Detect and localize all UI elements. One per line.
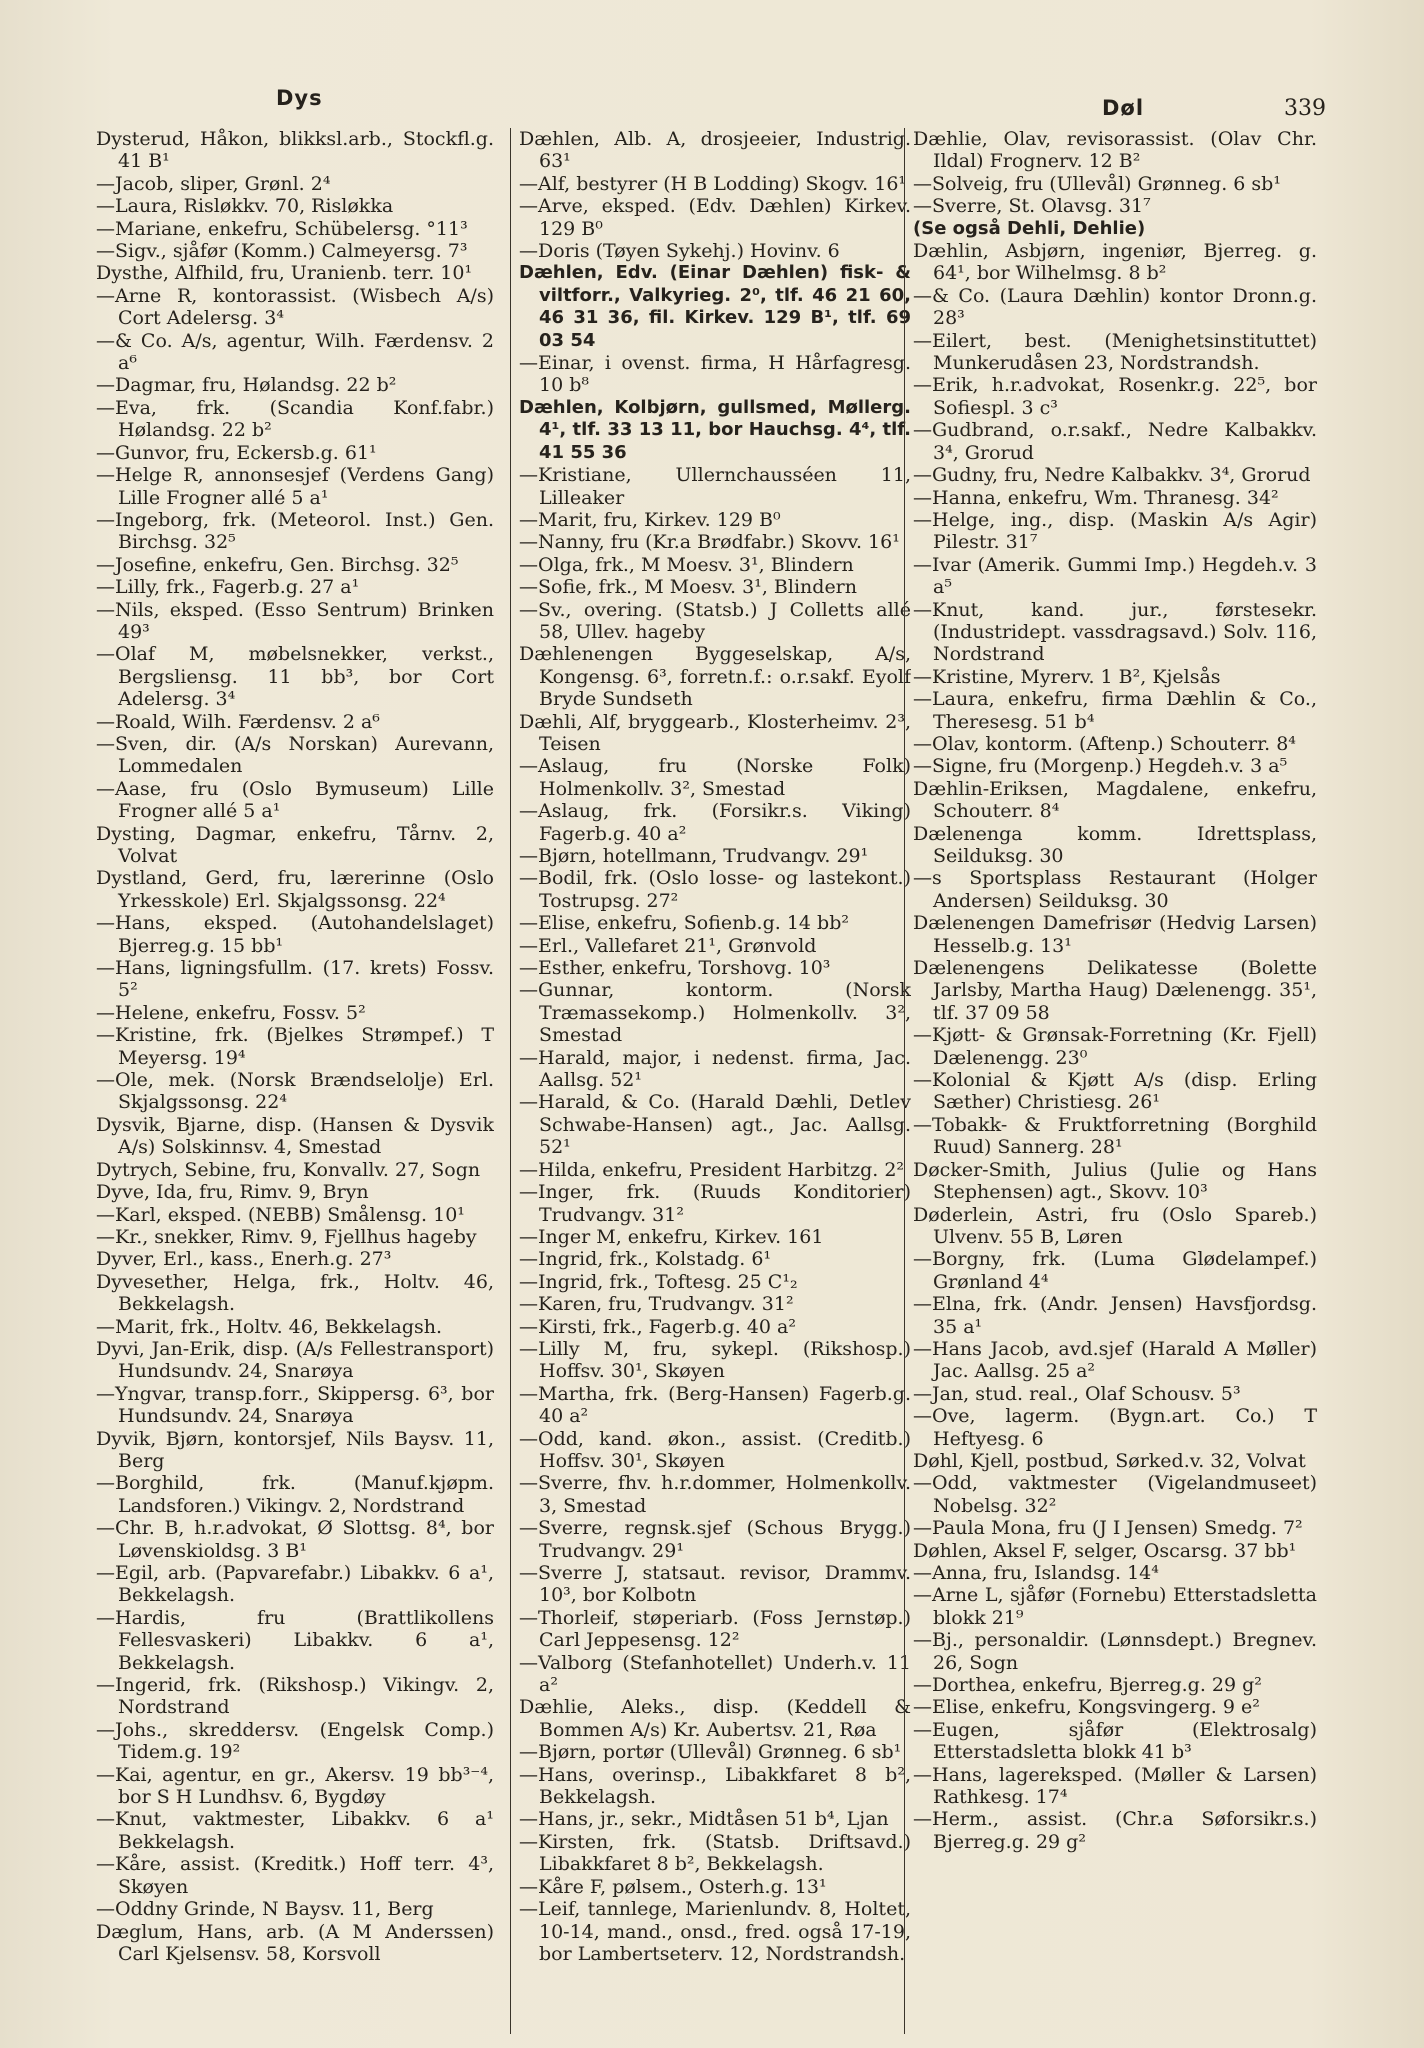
directory-entry: —Doris (Tøyen Sykehj.) Hovinv. 6 — [519, 240, 840, 263]
directory-entry: —Sverre, fhv. h.r.dommer, Holmenkollv. 3, Smestad — [519, 1472, 911, 1517]
directory-entry: —Valborg (Stefanhotellet) Underh.v. 11 a² — [519, 1651, 911, 1697]
directory-entry: —Sigv., sjåfør (Komm.) Calmeyersg. 7³ — [96, 240, 468, 263]
directory-entry: —Ove, lagerm. (Bygn.art. Co.) T Heftyesg. 6 — [913, 1405, 1317, 1450]
directory-entry: Dæhlen, Edv. (Einar Dæhlen) fisk- & viltforr., Valkyrieg. 2⁰, tlf. 46 21 60, 46 31 36, fil. Kirkev. 129 B¹, tlf. 69 03 54 — [519, 262, 911, 351]
directory-entry: —Aase, fru (Oslo Bymuseum) Lille Frogner allé 5 a¹ — [96, 777, 494, 823]
directory-entry: Dysting, Dagmar, enkefru, Tårnv. 2, Volvat — [96, 822, 494, 867]
directory-entry: Døhl, Kjell, postbud, Sørked.v. 32, Volvat — [913, 1449, 1306, 1472]
directory-entry: Dyvesether, Helga, frk., Holtv. 46, Bekkelagsh. — [96, 1270, 494, 1316]
directory-entry: Dælenengens Delikatesse (Bolette Jarlsby, Martha Haug) Dælenengg. 35¹, tlf. 37 09 58 — [913, 957, 1317, 1024]
directory-entry: —Paula Mona, fru (J I Jensen) Smedg. 7² — [913, 1517, 1303, 1540]
directory-entry: Dælenenga komm. Idrettsplass, Seilduksg. 30 — [913, 822, 1317, 867]
directory-entry: —Dagmar, fru, Hølandsg. 22 b² — [96, 374, 397, 397]
directory-entry: —Yngvar, transp.forr., Skippersg. 6³, bor Hundsundv. 24, Snarøya — [96, 1382, 494, 1428]
directory-entry: —Hans, overinsp., Libakkfaret 8 b², Bekkelagsh. — [519, 1763, 911, 1809]
directory-entry: —Knut, kand. jur., førstesekr. (Industridept. vassdragsavd.) Solv. 116, Nordstrand — [913, 598, 1317, 666]
directory-entry: —Gudbrand, o.r.sakf., Nedre Kalbakkv. 3⁴, Grorud — [913, 419, 1317, 464]
directory-entry: Dæhlen, Alb. A, drosjeeier, Industrig. 63¹ — [519, 128, 911, 173]
directory-entry: —Ingerid, frk. (Rikshosp.) Vikingv. 2, Nordstrand — [96, 1674, 494, 1719]
directory-entry: —Leif, tannlege, Marienlundv. 8, Holtet, 10-14, mand., onsd., fred. også 17-19, bor Lambertseterv. 12, Nordstrandsh. — [519, 1898, 911, 1965]
directory-entry: —Sverre J, statsaut. revisor, Drammv. 10³, bor Kolbotn — [519, 1562, 911, 1607]
directory-entry: —Bodil, frk. (Oslo losse- og lastekont.) Tostrupsg. 27² — [519, 867, 911, 912]
directory-entry: —Dorthea, enkefru, Bjerreg.g. 29 g² — [913, 1674, 1262, 1697]
right-guide-word: Døl — [1102, 96, 1145, 120]
directory-entry: —Anna, fru, Islandsg. 14⁴ — [913, 1562, 1159, 1584]
directory-entry: Døcker-Smith, Julius (Julie og Hans Stephensen) agt., Skovv. 10³ — [913, 1158, 1317, 1204]
directory-entry: —Ingeborg, frk. (Meteorol. Inst.) Gen. Birchsg. 32⁵ — [96, 508, 494, 554]
directory-entry: —Laura, enkefru, firma Dæhlin & Co., Theresesg. 51 b⁴ — [913, 688, 1317, 733]
directory-entry: Døderlein, Astri, fru (Oslo Spareb.) Ulvenv. 55 B, Løren — [913, 1203, 1317, 1248]
directory-entry: —Kai, agentur, en gr., Akersv. 19 bb³⁻⁴, bor S H Lundhsv. 6, Bygdøy — [96, 1763, 494, 1809]
column-2 — [510, 128, 911, 2034]
directory-entry: —Ole, mek. (Norsk Brændselolje) Erl. Skjalgssonsg. 22⁴ — [96, 1069, 494, 1114]
directory-entry: Døhlen, Aksel F, selger, Oscarsg. 37 bb¹ — [913, 1539, 1297, 1562]
directory-entry: —Jan, stud. real., Olaf Schousv. 5³ — [913, 1382, 1241, 1405]
directory-entry: —Harald, major, i nedenst. firma, Jac. Aallsg. 52¹ — [519, 1046, 911, 1092]
directory-entry: —Elise, enkefru, Kongsvingerg. 9 e² — [913, 1696, 1260, 1719]
directory-entry: —Kristine, Myrerv. 1 B², Kjelsås — [913, 665, 1221, 688]
page-number: 339 — [1284, 96, 1326, 121]
directory-entry: —Thorleif, støperiarb. (Foss Jernstøp.) Carl Jeppesensg. 12² — [519, 1606, 911, 1652]
directory-entry: Dæhlin, Asbjørn, ingeniør, Bjerreg. g. 64¹, bor Wilhelmsg. 8 b² — [913, 240, 1317, 285]
directory-entry: —Kristiane, Ullernchausséen 11, Lilleaker — [519, 464, 911, 509]
directory-entry: —Hilda, enkefru, President Harbitzg. 2² — [519, 1158, 905, 1181]
directory-entry: —Egil, arb. (Papvarefabr.) Libakkv. 6 a¹, Bekkelagsh. — [96, 1562, 494, 1607]
directory-entry: Dysvik, Bjarne, disp. (Hansen & Dysvik A/s) Solskinnsv. 4, Smestad — [96, 1113, 494, 1159]
directory-entry: —Borghild, frk. (Manuf.kjøpm. Landsforen.) Vikingv. 2, Nordstrand — [96, 1472, 494, 1517]
directory-entry: —s Sportsplass Restaurant (Holger Andersen) Seilduksg. 30 — [913, 867, 1317, 912]
directory-entry: —Lilly, frk., Fagerb.g. 27 a¹ — [96, 576, 360, 599]
directory-entry: —Esther, enkefru, Torshovg. 10³ — [519, 957, 831, 980]
directory-entry: —Bjørn, hotellmann, Trudvangv. 29¹ — [519, 845, 869, 867]
directory-entry: Dysterud, Håkon, blikksl.arb., Stockfl.g. 41 B¹ — [96, 128, 494, 173]
directory-entry: —Sverre, regnsk.sjef (Schous Brygg.) Trudvangv. 29¹ — [519, 1517, 911, 1562]
directory-entry: —Kjøtt- & Grønsak-Forretning (Kr. Fjell) Dælenengg. 23⁰ — [913, 1024, 1317, 1069]
directory-entry: —Karen, fru, Trudvangv. 31² — [519, 1293, 794, 1316]
page-header — [0, 86, 1424, 126]
directory-entry: —Hans, ligningsfullm. (17. krets) Fossv. 5² — [96, 957, 494, 1002]
directory-entry: —Roald, Wilh. Færdensv. 2 a⁶ — [96, 710, 380, 733]
directory-entry: —Sven, dir. (A/s Norskan) Aurevann, Lommedalen — [96, 732, 494, 778]
directory-entry: —Ivar (Amerik. Gummi Imp.) Hegdeh.v. 3 a⁵ — [913, 553, 1317, 599]
directory-entry: —Bjørn, portør (Ullevål) Grønneg. 6 sb¹ — [519, 1741, 902, 1764]
directory-entry: —Ingrid, frk., Toftesg. 25 C¹₂ — [519, 1270, 798, 1293]
directory-entry: —Elise, enkefru, Sofienb.g. 14 bb² — [519, 912, 849, 935]
directory-entry: —Inger, frk. (Ruuds Konditorier) Trudvangv. 31² — [519, 1181, 911, 1226]
directory-entry: —Arne L, sjåfør (Fornebu) Etterstadsletta blokk 21⁹ — [913, 1584, 1317, 1629]
directory-entry: —Solveig, fru (Ullevål) Grønneg. 6 sb¹ — [913, 172, 1281, 195]
directory-entry: Dystland, Gerd, fru, lærerinne (Oslo Yrkesskole) Erl. Skjalgssonsg. 22⁴ — [96, 867, 494, 912]
directory-entry: Dyvik, Bjørn, kontorsjef, Nils Baysv. 11, Berg — [96, 1427, 494, 1472]
directory-entry: Dæhlin-Eriksen, Magdalene, enkefru, Schouterr. 8⁴ — [913, 777, 1317, 823]
directory-entry: —Gudny, fru, Nedre Kalbakkv. 3⁴, Grorud — [913, 464, 1311, 487]
directory-entry: —Sverre, St. Olavsg. 31⁷ — [913, 195, 1151, 218]
directory-entry: Dæhlie, Olav, revisorassist. (Olav Chr. Ildal) Frognerv. 12 B² — [913, 128, 1317, 173]
directory-entry: —Kåre, assist. (Kreditk.) Hoff terr. 4³, Skøyen — [96, 1853, 494, 1898]
directory-entry: —Kr., snekker, Rimv. 9, Fjellhus hageby — [96, 1225, 477, 1248]
directory-entry: —Hardis, fru (Brattlikollens Fellesvaskeri) Libakkv. 6 a¹, Bekkelagsh. — [96, 1606, 494, 1674]
directory-entry: Dyvi, Jan-Erik, disp. (A/s Fellestransport) Hundsundv. 24, Snarøya — [96, 1337, 494, 1383]
directory-entry: —Olga, frk., M Moesv. 3¹, Blindern — [519, 553, 854, 576]
directory-entry: —Borgny, frk. (Luma Glødelampef.) Grønland 4⁴ — [913, 1248, 1317, 1293]
directory-entry: —Hans, jr., sekr., Midtåsen 51 b⁴, Ljan — [519, 1808, 889, 1831]
directory-entry: —Laura, Risløkkv. 70, Risløkka — [96, 195, 394, 218]
left-guide-word: Dys — [276, 86, 323, 110]
directory-entry: Dæhlenengen Byggeselskap, A/s, Kongensg. 6³, forretn.f.: o.r.sakf. Eyolf Bryde Sundseth — [519, 643, 911, 711]
directory-entry: Dysthe, Alfhild, fru, Uranienb. terr. 10¹ — [96, 262, 473, 285]
directory-entry: —Inger M, enkefru, Kirkev. 161 — [519, 1225, 824, 1248]
directory-entry: —Kirsti, frk., Fagerb.g. 40 a² — [519, 1315, 796, 1338]
directory-entry: —Erl., Vallefaret 21¹, Grønvold — [519, 934, 817, 957]
directory-entry: —Kåre F, pølsem., Osterh.g. 13¹ — [519, 1875, 827, 1898]
directory-entry: —Eva, frk. (Scandia Konf.fabr.) Hølandsg. 22 b² — [96, 396, 494, 442]
directory-entry: —Arve, eksped. (Edv. Dæhlen) Kirkev. 129 B⁰ — [519, 195, 911, 240]
directory-entry: —Sofie, frk., M Moesv. 3¹, Blindern — [519, 576, 858, 599]
directory-entry: —Elna, frk. (Andr. Jensen) Havsfjordsg. 35 a¹ — [913, 1293, 1317, 1338]
directory-entry: —Arne R, kontorassist. (Wisbech A/s) Cort Adelersg. 3⁴ — [96, 284, 494, 330]
directory-entry: —Einar, i ovenst. firma, H Hårfagresg. 10 b⁸ — [519, 352, 911, 397]
directory-entry: —Hans, eksped. (Autohandelslaget) Bjerreg.g. 15 bb¹ — [96, 912, 494, 957]
directory-entry: —Harald, & Co. (Harald Dæhli, Detlev Schwabe-Hansen) agt., Jac. Aallsg. 52¹ — [519, 1091, 911, 1159]
directory-entry: —Hans, lagereksped. (Møller & Larsen) Rathkesg. 17⁴ — [913, 1763, 1317, 1809]
directory-entry: —Odd, kand. økon., assist. (Creditb.) Hoffsv. 30¹, Skøyen — [519, 1427, 911, 1472]
directory-entry: Dæglum, Hans, arb. (A M Anderssen) Carl Kjelsensv. 58, Korsvoll — [96, 1920, 494, 1965]
directory-entry: —Jacob, sliper, Grønl. 2⁴ — [96, 172, 331, 195]
directory-entry: —Aslaug, fru (Norske Folk) Holmenkollv. 3², Smestad — [519, 755, 911, 800]
directory-entry: —Gunvor, fru, Eckersb.g. 61¹ — [96, 441, 377, 464]
directory-entry: Dyve, Ida, fru, Rimv. 9, Bryn — [96, 1181, 369, 1204]
directory-entry: —Nils, eksped. (Esso Sentrum) Brinken 49³ — [96, 598, 494, 643]
directory-entry: —& Co. (Laura Dæhlin) kontor Dronn.g. 28³ — [913, 284, 1317, 330]
directory-entry: —Hanna, enkefru, Wm. Thranesg. 34² — [913, 486, 1279, 509]
directory-entry: —Ingrid, frk., Kolstadg. 6¹ — [519, 1248, 772, 1271]
directory-entry: —Olav, kontorm. (Aftenp.) Schouterr. 8⁴ — [913, 732, 1296, 755]
directory-entry: —Nanny, fru (Kr.a Brødfabr.) Skovv. 16¹ — [519, 531, 900, 554]
directory-entry: —& Co. A/s, agentur, Wilh. Færdensv. 2 a⁶ — [96, 329, 494, 375]
directory-entry: Dyver, Erl., kass., Enerh.g. 27³ — [96, 1248, 392, 1271]
directory-entry: —Josefine, enkefru, Gen. Birchsg. 32⁵ — [96, 553, 459, 576]
directory-entry: —Kristine, frk. (Bjelkes Strømpef.) T Meyersg. 19⁴ — [96, 1024, 494, 1069]
column-1 — [96, 128, 494, 2034]
directory-entry: —Alf, bestyrer (H B Lodding) Skogv. 16¹ — [519, 172, 907, 195]
directory-entry: —Hans Jacob, avd.sjef (Harald A Møller) Jac. Aallsg. 25 a² — [913, 1337, 1317, 1383]
directory-entry: —Helene, enkefru, Fossv. 5² — [96, 1001, 366, 1024]
directory-entry: —Olaf M, møbelsnekker, verkst., Bergsliensg. 11 bb³, bor Cort Adelersg. 3⁴ — [96, 643, 494, 711]
directory-entry: —Signe, fru (Morgenp.) Hegdeh.v. 3 a⁵ — [913, 755, 1288, 778]
directory-entry: —Gunnar, kontorm. (Norsk Træmassekomp.) Holmenkollv. 3², Smestad — [519, 979, 911, 1047]
directory-entry: Dælenengen Damefrisør (Hedvig Larsen) Hesselb.g. 13¹ — [913, 912, 1317, 957]
directory-entry: (Se også Dehli, Dehlie) — [913, 217, 1146, 239]
directory-entry: —Sv., overing. (Statsb.) J Colletts allé 58, Ullev. hageby — [519, 598, 911, 643]
directory-entry: —Oddny Grinde, N Baysv. 11, Berg — [96, 1898, 434, 1921]
directory-entry: —Mariane, enkefru, Schübelersg. °11³ — [96, 217, 468, 240]
directory-entry: —Helge, ing., disp. (Maskin A/s Agir) Pilestr. 31⁷ — [913, 508, 1317, 554]
directory-entry: —Marit, fru, Kirkev. 129 B⁰ — [519, 508, 781, 531]
directory-entry: Dytrych, Sebine, fru, Konvallv. 27, Sogn — [96, 1158, 481, 1181]
directory-entry: —Marit, frk., Holtv. 46, Bekkelagsh. — [96, 1315, 443, 1338]
directory-entry: —Eilert, best. (Menighetsinstituttet) Munkerudåsen 23, Nordstrandsh. — [913, 329, 1317, 375]
directory-entry: —Karl, eksped. (NEBB) Smålensg. 10¹ — [96, 1203, 465, 1226]
directory-entry: —Aslaug, frk. (Forsikr.s. Viking) Fagerb.g. 40 a² — [519, 800, 911, 845]
directory-entry: Dæhlen, Kolbjørn, gullsmed, Møllerg. 4¹, tlf. 33 13 11, bor Hauchsg. 4⁴, tlf. 41 55 36 — [519, 396, 911, 463]
directory-entry: —Kolonial & Kjøtt A/s (disp. Erling Sæther) Christiesg. 26¹ — [913, 1069, 1317, 1114]
directory-entry: —Bj., personaldir. (Lønnsdept.) Bregnev. 26, Sogn — [913, 1629, 1317, 1674]
column-3 — [904, 128, 1317, 2034]
directory-entry: —Chr. B, h.r.advokat, Ø Slottsg. 8⁴, bor Løvenskioldsg. 3 B¹ — [96, 1517, 494, 1562]
directory-entry: —Helge R, annonsesjef (Verdens Gang) Lille Frogner allé 5 a¹ — [96, 464, 494, 509]
directory-entry: —Johs., skreddersv. (Engelsk Comp.) Tidem.g. 19² — [96, 1718, 494, 1764]
directory-entry: Dæhlie, Aleks., disp. (Keddell & Bommen A/s) Kr. Aubertsv. 21, Røa — [519, 1696, 911, 1741]
directory-entry: —Lilly M, fru, sykepl. (Rikshosp.) Hoffsv. 30¹, Skøyen — [519, 1337, 911, 1383]
directory-entry: —Tobakk- & Fruktforretning (Borghild Ruud) Sannerg. 28¹ — [913, 1113, 1317, 1159]
directory-entry: —Eugen, sjåfør (Elektrosalg) Etterstadsletta blokk 41 b³ — [913, 1718, 1317, 1764]
directory-entry: —Erik, h.r.advokat, Rosenkr.g. 22⁵, bor Sofiespl. 3 c³ — [913, 374, 1317, 419]
directory-entry: —Odd, vaktmester (Vigelandmuseet) Nobelsg. 32² — [913, 1472, 1317, 1517]
directory-entry: —Kirsten, frk. (Statsb. Driftsavd.) Libakkfaret 8 b², Bekkelagsh. — [519, 1830, 911, 1876]
directory-entry: Dæhli, Alf, bryggearb., Klosterheimv. 2³, Teisen — [519, 710, 911, 755]
directory-entry: —Knut, vaktmester, Libakkv. 6 a¹ Bekkelagsh. — [96, 1808, 494, 1853]
directory-entry: —Martha, frk. (Berg-Hansen) Fagerb.g. 40 a² — [519, 1382, 911, 1428]
directory-entry: —Herm., assist. (Chr.a Søforsikr.s.) Bjerreg.g. 29 g² — [913, 1808, 1317, 1853]
